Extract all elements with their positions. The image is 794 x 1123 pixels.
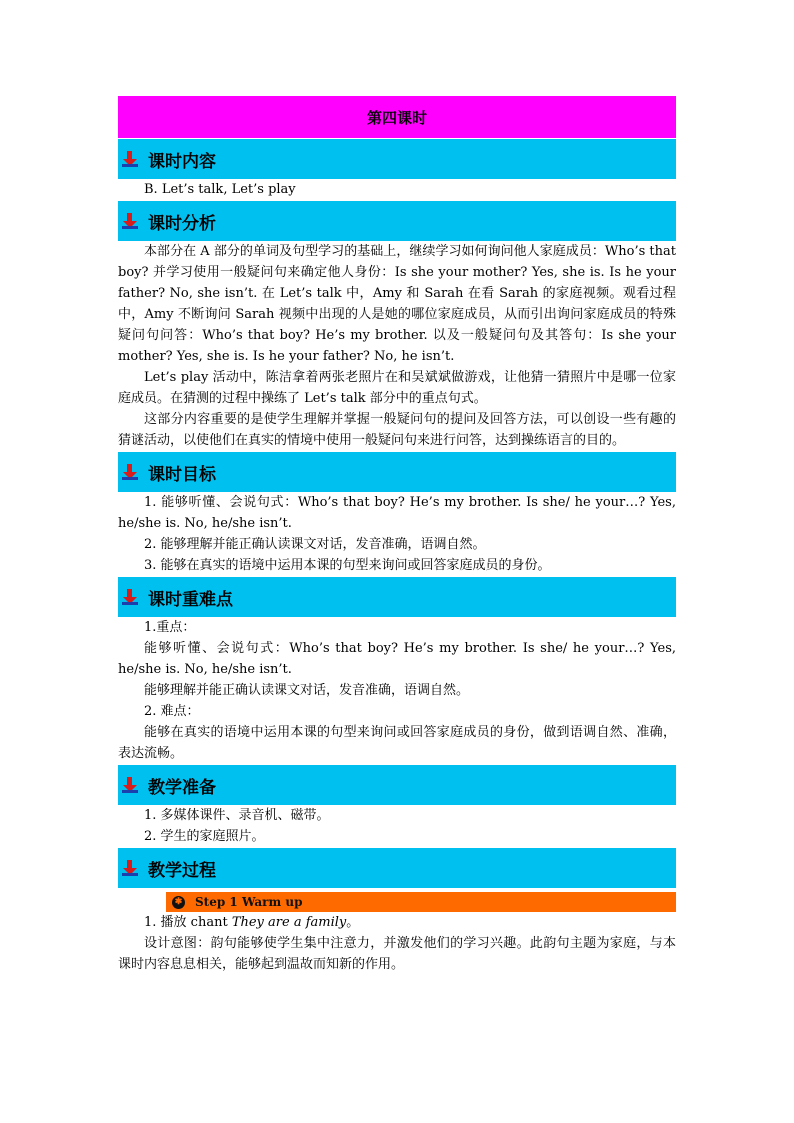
paragraph: Let’s play 活动中，陈洁拿着两张老照片在和吴斌斌做游戏，让他猜一猜照片中是哪一位家庭成员。在猜测的过程中操练了 Let’s talk 部分中的重点句式。 xyxy=(118,370,676,406)
list-item: 1. 多媒体课件、录音机、磁带。 xyxy=(144,808,330,823)
paragraph: 能够听懂、会说句式：Who’s that boy? He’s my brother. Is she/ he your…? Yes, he/she is. No, he/she isn’t. xyxy=(118,641,676,677)
section-title: 教学准备 xyxy=(148,777,216,798)
section-header-process xyxy=(118,848,676,888)
list-item: 1. 能够听懂、会说句式：Who’s that boy? He’s my brother. Is she/ he your…? Yes, he/she is. No, he/she isn’t. xyxy=(118,495,676,531)
section-header-content xyxy=(118,139,676,179)
paragraph: 能够在真实的语境中运用本课的句型来询问或回答家庭成员的身份，做到语调自然、准确，表达流畅。 xyxy=(118,725,676,761)
key-label: 1.重点： xyxy=(144,620,196,635)
section-body-prep xyxy=(118,805,676,847)
list-item: 2. 能够理解并能正确认读课文对话，发音准确，语调自然。 xyxy=(144,537,486,552)
section-body-keypoints xyxy=(118,617,676,764)
download-arrow-icon xyxy=(122,860,138,876)
section-body-content xyxy=(118,179,676,200)
download-arrow-icon xyxy=(122,151,138,167)
section-body-goals xyxy=(118,492,676,576)
list-item: 2. 学生的家庭照片。 xyxy=(144,829,265,844)
step-header xyxy=(166,892,676,912)
download-arrow-icon xyxy=(122,213,138,229)
section-body-process xyxy=(118,912,676,975)
section-title: 课时目标 xyxy=(148,464,216,485)
chant-title: They are a family xyxy=(231,915,347,930)
section-body-analysis xyxy=(118,241,676,451)
paragraph: 能够理解并能正确认读课文对话，发音准确，语调自然。 xyxy=(144,683,470,698)
page-title: 第四课时 xyxy=(118,96,676,138)
section-header-analysis xyxy=(118,201,676,241)
paragraph: 这部分内容重要的是使学生理解并掌握一般疑问句的提问及回答方法，可以创设一些有趣的猜谜活动，以使他们在真实的情境中使用一般疑问句来进行问答，达到操练语言的目的。 xyxy=(118,412,676,448)
step-label: Step 1 Warm up xyxy=(195,895,303,909)
section-title: 教学过程 xyxy=(148,860,216,881)
difficulty-label: 2. 难点： xyxy=(144,704,200,719)
section-title: 课时重难点 xyxy=(148,589,233,610)
section-header-goals xyxy=(118,452,676,492)
section-header-keypoints xyxy=(118,577,676,617)
step-line: 1. 播放 chant They are a family。 xyxy=(144,915,360,930)
section-title: 课时内容 xyxy=(148,151,216,172)
section-title: 课时分析 xyxy=(148,213,216,234)
star-icon: ✱ xyxy=(172,896,185,909)
lesson-page xyxy=(118,96,676,975)
download-arrow-icon xyxy=(122,589,138,605)
section-header-prep xyxy=(118,765,676,805)
download-arrow-icon xyxy=(122,464,138,480)
download-arrow-icon xyxy=(122,777,138,793)
list-item: 3. 能够在真实的语境中运用本课的句型来询问或回答家庭成员的身份。 xyxy=(144,558,551,573)
design-intent: 设计意图：韵句能够使学生集中注意力，并激发他们的学习兴趣。此韵句主题为家庭，与本课时内容息息相关，能够起到温故而知新的作用。 xyxy=(118,936,676,972)
content-line: B. Let’s talk, Let’s play xyxy=(144,182,296,197)
paragraph: 本部分在 A 部分的单词及句型学习的基础上，继续学习如何询问他人家庭成员：Who’s that boy? 并学习使用一般疑问句来确定他人身份：Is she your mother? Yes, she is. Is he your father? No, she isn’t. 在 Let’s talk 中，Amy 和 Sarah 在看 Sarah 的家庭视频。观看过程中，Amy 不断询问 Sarah 视频中出现的人是她的哪位家庭成员，从而引出询问家庭成员的特殊疑问句问答：Who’s that boy? He’s my brother. 以及一般疑问句及其答句：Is she your mother? Yes, she is. Is he your father? No, he isn’t. xyxy=(118,244,676,364)
